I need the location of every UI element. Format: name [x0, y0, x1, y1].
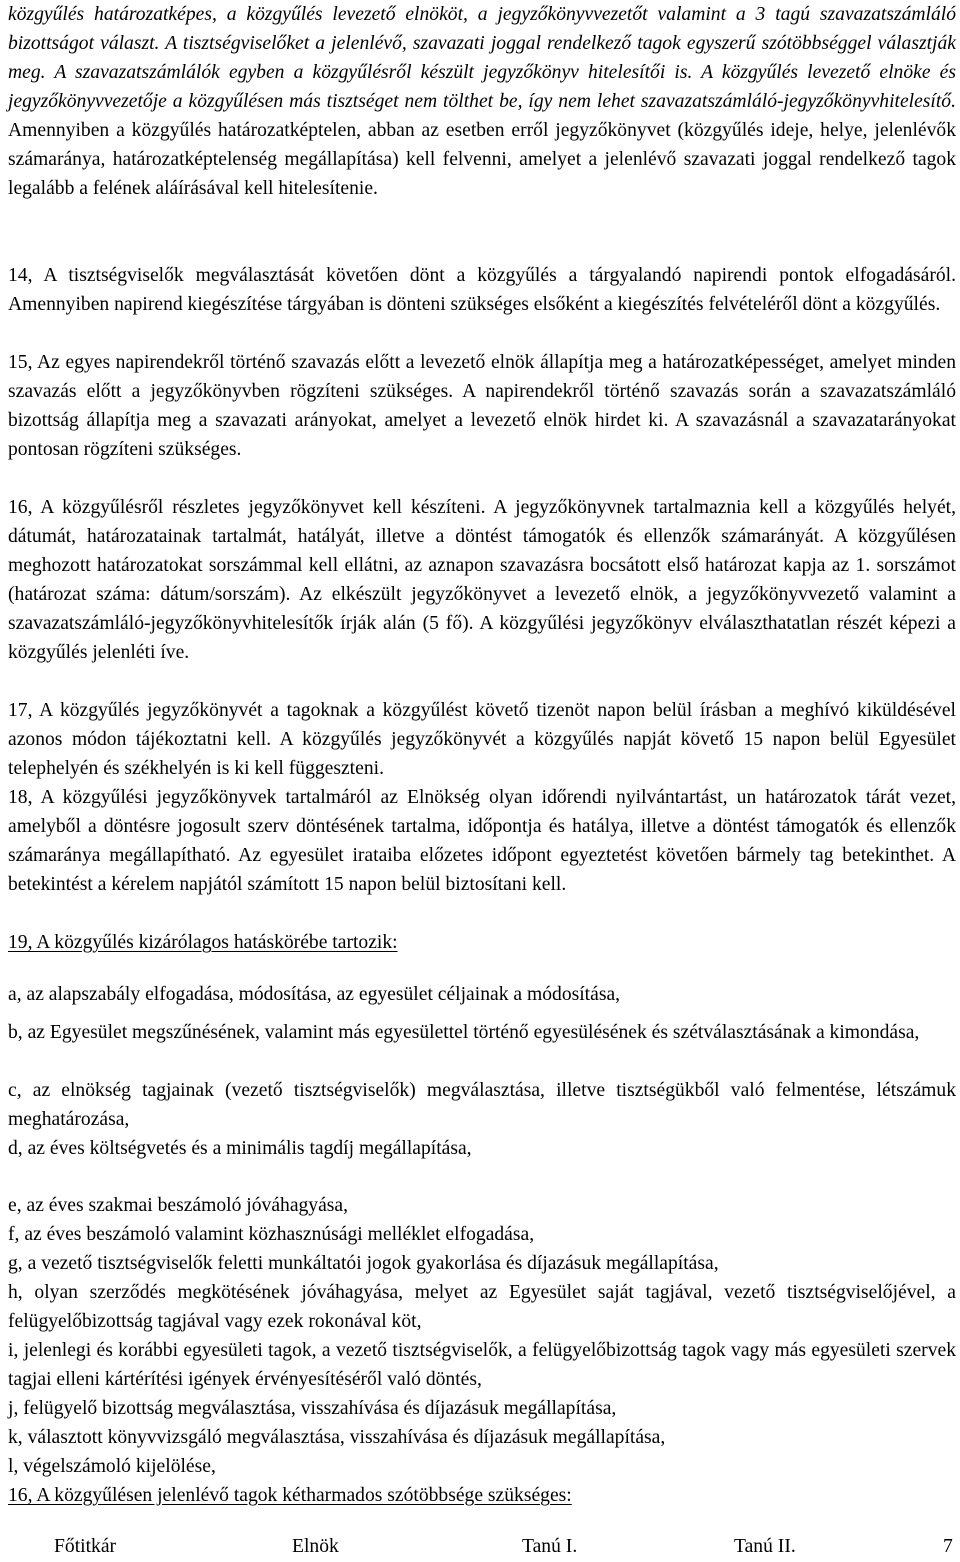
footer-fotitkar: Főtitkár	[54, 1536, 117, 1557]
list-item-l: l, végelszámoló kijelölése,	[8, 1456, 216, 1477]
signature-footer	[0, 1532, 960, 1562]
list-item-e: e, az éves szakmai beszámoló jóváhagyása,	[8, 1195, 349, 1216]
paragraph-17: 17, A közgyűlés jegyzőkönyvét a tagoknak a közgyűlést követő tizenöt napon belül írásban a meghívó kiküldésével azonos módon tájékoztatni kell. A közgyűlés jegyzőkönyvét a közgyűlés napját követő 15 napon belül Egyesület telephelyén és székhelyén is ki kell függeszteni.	[8, 700, 956, 779]
paragraph-15: 15, Az egyes napirendekről történő szavazás előtt a levezető elnök állapítja meg a határozatképességet, amelyet minden szavazás előtt a jegyzőkönyvben rögzíteni szükséges. A napirendekről történő szavazás során a szavazatszámláló bizottság állapítja meg a szavazati arányokat, amelyet a levezető elnök hirdet ki. A szavazásnál a szavazatarányokat pontosan rögzíteni szükséges.	[8, 352, 956, 460]
list-item-a: a, az alapszabály elfogadása, módosítása, az egyesület céljainak a módosítása,	[8, 984, 621, 1005]
list-item-b: b, az Egyesület megszűnésének, valamint más egyesülettel történő egyesülésének és szétválasztásának a kimondása,	[8, 1022, 920, 1043]
paragraph-quorum-italic: közgyűlés határozatképes, a közgyűlés levezető elnököt, a jegyzőkönyvvezetőt valamint a 3 tagú szavazatszámláló bizottságot választ. A tisztségviselőket a jelenlévő, szavazati joggal rendelkező tagok egyszerű szótöbbséggel választják meg. A szavazatszámlálók egyben a közgyűlésről készült jegyzőkönyv hitelesítői is. A közgyűlés levezető elnöke és jegyzőkönyvvezetője a közgyűlésen más tisztséget nem tölthet be, így nem lehet szavazatszámláló-jegyzőkönyvhitelesítő.	[8, 4, 956, 112]
paragraph-quorum	[8, 0, 956, 203]
paragraph-18: 18, A közgyűlési jegyzőkönyvek tartalmáról az Elnökség olyan időrendi nyilvántartást, un határozatok tárát vezet, amelyből a döntésre jogosult szerv döntésének tartalma, időpontja és hatálya, illetve a döntést támogatók és ellenzők számaránya megállapítható. Az egyesület irataiba előzetes időpont egyeztetést követően bármely tag betekinthet. A betekintést a kérelem napjától számított 15 napon belül biztosítani kell.	[8, 787, 956, 895]
paragraph-14: 14, A tisztségviselők megválasztását követően dönt a közgyűlés a tárgyalandó napirendi pontok elfogadásáról. Amennyiben napirend kiegészítése tárgyában is dönteni szükséges elsőként a kiegészítés felvételéről dönt a közgyűlés.	[8, 265, 956, 315]
footer-tanu-2: Tanú II.	[734, 1536, 796, 1557]
list-item-h: h, olyan szerződés megkötésének jóváhagyása, melyet az Egyesület saját tagjával, vezető tisztségviselőjével, a felügyelőbizottság tagjával vagy ezek rokonával köt,	[8, 1282, 956, 1332]
footer-elnok: Elnök	[292, 1536, 339, 1557]
paragraph-quorum-normal: Amennyiben a közgyűlés határozatképtelen, abban az esetben erről jegyzőkönyvet (közgyűlés ideje, helye, jelenlévők számaránya, határozatképtelenség megállapítása) kell felvenni, amelyet a jelenlévő szavazati joggal rendelkező tagok legalább a felének aláírásával kell hitelesítenie.	[8, 120, 956, 199]
list-item-d: d, az éves költségvetés és a minimális tagdíj megállapítása,	[8, 1138, 472, 1159]
list-item-f: f, az éves beszámoló valamint közhasznúsági melléklet elfogadása,	[8, 1224, 535, 1245]
section-heading-19: 19, A közgyűlés kizárólagos hatáskörébe tartozik:	[8, 932, 398, 953]
section-heading-16: 16, A közgyűlésen jelenlévő tagok kétharmados szótöbbsége szükséges:	[8, 1485, 572, 1506]
footer-page-number: 7	[943, 1536, 953, 1557]
list-item-g: g, a vezető tisztségviselők feletti munkáltatói jogok gyakorlása és díjazásuk megállapítása,	[8, 1253, 719, 1274]
paragraph-16: 16, A közgyűlésről részletes jegyzőkönyvet kell készíteni. A jegyzőkönyvnek tartalmaznia kell a közgyűlés helyét, dátumát, határozatainak tartalmát, hatályát, illetve a döntést támogatók és ellenzők számarányát. A közgyűlésen meghozott határozatokat sorszámmal kell ellátni, az aznapon szavazásra bocsátott első határozat kapja az 1. sorszámot (határozat száma: dátum/sorszám). Az elkészült jegyzőkönyvet a levezető elnök, a jegyzőkönyvvezető valamint a szavazatszámláló-jegyzőkönyvhitelesítők írják alán (5 fő). A közgyűlési jegyzőkönyv elválaszthatatlan részét képezi a közgyűlés jelenléti íve.	[8, 497, 956, 663]
list-item-i: i, jelenlegi és korábbi egyesületi tagok, a vezető tisztségviselők, a felügyelőbizottság tagok vagy más egyesületi szervek tagjai elleni kártérítési igények érvényesítéséről való döntés,	[8, 1340, 956, 1390]
list-item-j: j, felügyelő bizottság megválasztása, visszahívása és díjazásuk megállapítása,	[8, 1398, 617, 1419]
footer-tanu-1: Tanú I.	[522, 1536, 578, 1557]
list-item-c: c, az elnökség tagjainak (vezető tisztségviselők) megválasztása, illetve tisztségükből való felmentése, létszámuk meghatározása,	[8, 1080, 956, 1130]
list-item-k: k, választott könyvvizsgáló megválasztása, visszahívása és díjazásuk megállapítása,	[8, 1427, 666, 1448]
